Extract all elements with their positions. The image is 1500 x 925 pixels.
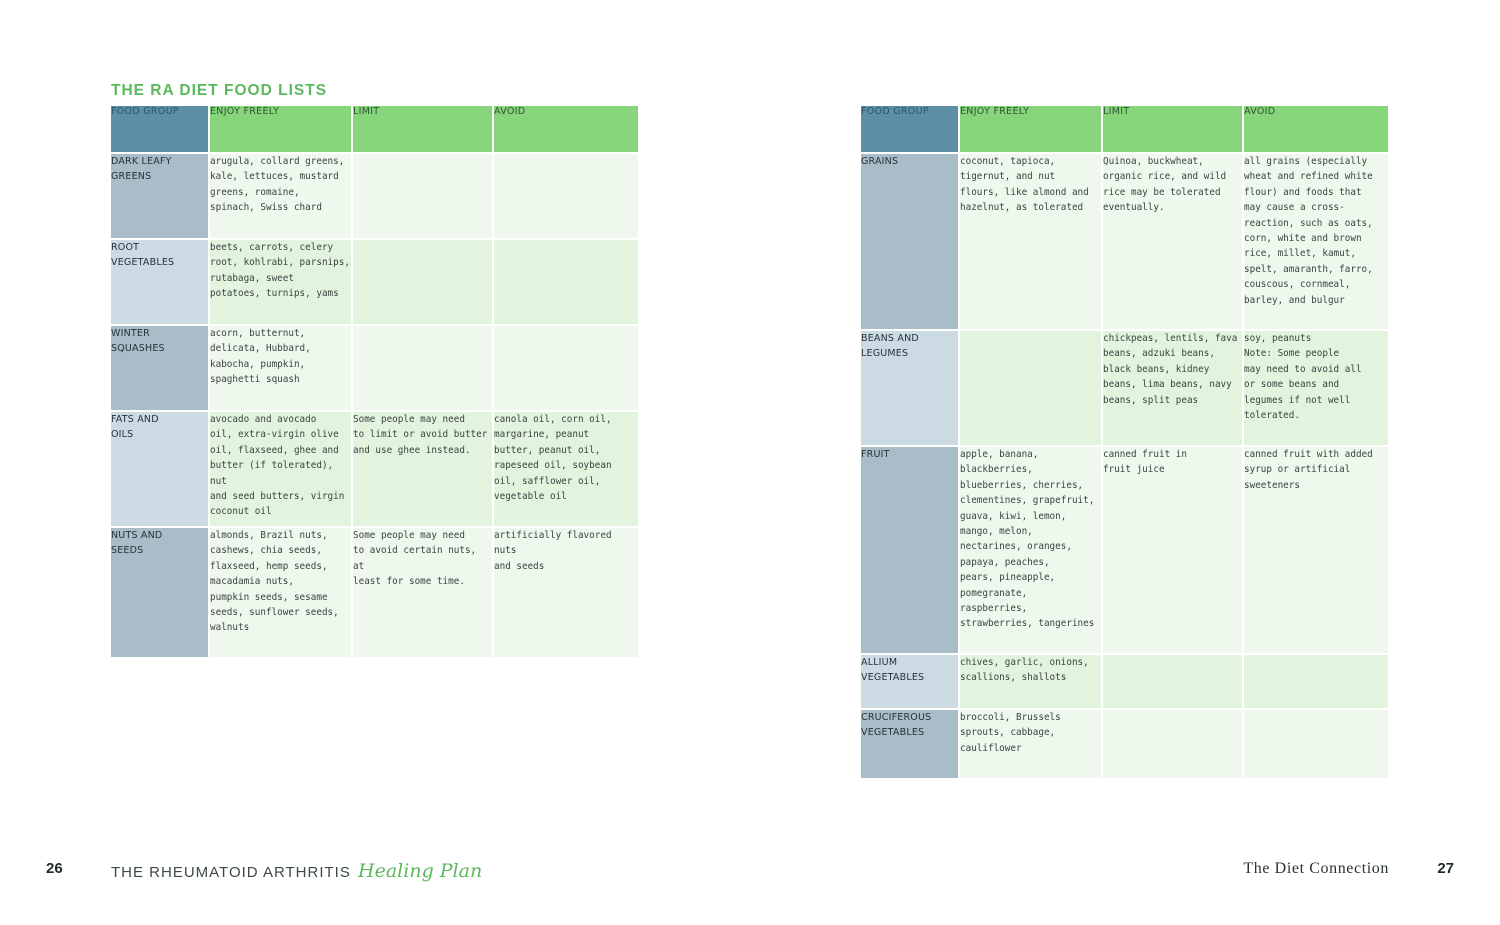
- avoid-cell: [1244, 655, 1388, 708]
- avoid-cell: soy, peanuts Note: Some people may need to avoid all or some beans and legumes if not well tolerated.: [1244, 331, 1388, 445]
- left-page-number: 26: [46, 860, 63, 877]
- table-row: [111, 412, 638, 526]
- food-group-cell: NUTS AND SEEDS: [111, 528, 208, 657]
- food-group-cell: GRAINS: [861, 154, 958, 329]
- food-group-cell: ALLIUM VEGETABLES: [861, 655, 958, 708]
- table-row: [861, 655, 1388, 708]
- header-enjoy-freely: ENJOY FREELY: [960, 106, 1101, 152]
- limit-cell: Some people may need to limit or avoid butter and use ghee instead.: [353, 412, 492, 526]
- header-avoid: AVOID: [1244, 106, 1388, 152]
- avoid-cell: canned fruit with added syrup or artificial sweeteners: [1244, 447, 1388, 653]
- limit-cell: Some people may need to avoid certain nuts, at least for some time.: [353, 528, 492, 657]
- limit-cell: Quinoa, buckwheat, organic rice, and wild rice may be tolerated eventually.: [1103, 154, 1242, 329]
- right-page-number: 27: [1437, 860, 1454, 877]
- food-group-cell: CRUCIFEROUS VEGETABLES: [861, 710, 958, 778]
- book-title-script: Healing Plan: [358, 860, 483, 882]
- food-list-table-left: [109, 104, 640, 659]
- avoid-cell: [1244, 710, 1388, 778]
- table-row: [861, 331, 1388, 445]
- page-title: THE RA DIET FOOD LISTS: [111, 82, 328, 99]
- limit-cell: chickpeas, lentils, fava beans, adzuki beans, black beans, kidney beans, lima beans, navy beans, split peas: [1103, 331, 1242, 445]
- header-avoid: AVOID: [494, 106, 638, 152]
- food-group-cell: DARK LEAFY GREENS: [111, 154, 208, 238]
- avoid-cell: artificially flavored nuts and seeds: [494, 528, 638, 657]
- table-row: [111, 326, 638, 410]
- book-title: [111, 860, 482, 882]
- table-row: [861, 154, 1388, 329]
- table-row: [861, 447, 1388, 653]
- chapter-title: The Diet Connection: [1243, 860, 1389, 877]
- limit-cell: [1103, 655, 1242, 708]
- enjoy-cell: beets, carrots, celery root, kohlrabi, parsnips, rutabaga, sweet potatoes, turnips, yams: [210, 240, 351, 324]
- table-row: [861, 710, 1388, 778]
- enjoy-cell: apple, banana, blackberries, blueberries, cherries, clementines, grapefruit, guava, kiwi, lemon, mango, melon, nectarines, oranges, papaya, peaches, pears, pineapple, pomegranate, raspberries, strawberries, tangerines: [960, 447, 1101, 653]
- table-row: [111, 240, 638, 324]
- table-row: [111, 528, 638, 657]
- food-group-cell: WINTER SQUASHES: [111, 326, 208, 410]
- food-group-cell: BEANS AND LEGUMES: [861, 331, 958, 445]
- limit-cell: [353, 240, 492, 324]
- header-limit: LIMIT: [1103, 106, 1242, 152]
- enjoy-cell: avocado and avocado oil, extra-virgin olive oil, flaxseed, ghee and butter (if tolerated), nut and seed butters, virgin coconut oil: [210, 412, 351, 526]
- avoid-cell: [494, 240, 638, 324]
- food-group-cell: FATS AND OILS: [111, 412, 208, 526]
- limit-cell: canned fruit in fruit juice: [1103, 447, 1242, 653]
- limit-cell: [353, 326, 492, 410]
- avoid-cell: all grains (especially wheat and refined white flour) and foods that may cause a cross- reaction, such as oats, corn, white and brown rice, millet, kamut, spelt, amaranth, farro, couscous, cornmeal, barley, and bulgur: [1244, 154, 1388, 329]
- limit-cell: [1103, 710, 1242, 778]
- table-header-row: [111, 106, 638, 152]
- header-limit: LIMIT: [353, 106, 492, 152]
- table-header-row: [861, 106, 1388, 152]
- limit-cell: [353, 154, 492, 238]
- table-row: [111, 154, 638, 238]
- food-group-cell: ROOT VEGETABLES: [111, 240, 208, 324]
- enjoy-cell: acorn, butternut, delicata, Hubbard, kabocha, pumpkin, spaghetti squash: [210, 326, 351, 410]
- header-enjoy-freely: ENJOY FREELY: [210, 106, 351, 152]
- food-group-cell: FRUIT: [861, 447, 958, 653]
- food-list-table-right: [859, 104, 1390, 780]
- avoid-cell: [494, 154, 638, 238]
- header-food-group: FOOD GROUP: [861, 106, 958, 152]
- avoid-cell: canola oil, corn oil, margarine, peanut butter, peanut oil, rapeseed oil, soybean oil, safflower oil, vegetable oil: [494, 412, 638, 526]
- avoid-cell: [494, 326, 638, 410]
- enjoy-cell: chives, garlic, onions, scallions, shallots: [960, 655, 1101, 708]
- header-food-group: FOOD GROUP: [111, 106, 208, 152]
- enjoy-cell: broccoli, Brussels sprouts, cabbage, cauliflower: [960, 710, 1101, 778]
- enjoy-cell: coconut, tapioca, tigernut, and nut flours, like almond and hazelnut, as tolerated: [960, 154, 1101, 329]
- enjoy-cell: almonds, Brazil nuts, cashews, chia seeds, flaxseed, hemp seeds, macadamia nuts, pumpkin seeds, sesame seeds, sunflower seeds, walnuts: [210, 528, 351, 657]
- book-title-text: THE RHEUMATOID ARTHRITIS: [111, 864, 351, 881]
- enjoy-cell: arugula, collard greens, kale, lettuces, mustard greens, romaine, spinach, Swiss chard: [210, 154, 351, 238]
- enjoy-cell: [960, 331, 1101, 445]
